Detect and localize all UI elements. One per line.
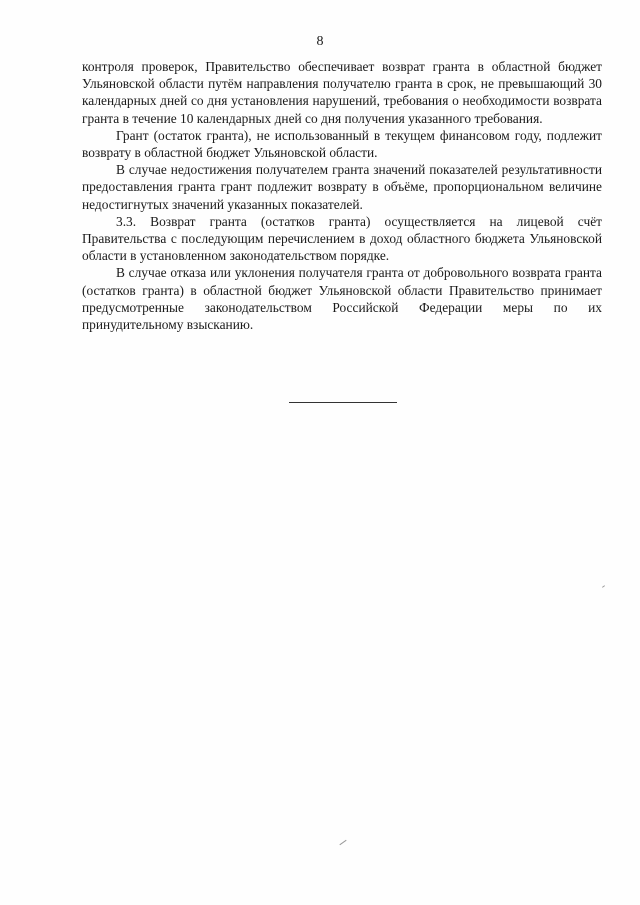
paragraph-unused-grant: Грант (остаток гранта), не использованный в текущем финансовом году, подлежит возврату в областной бюджет Ульяновской области.	[82, 127, 602, 161]
document-body	[82, 58, 602, 333]
end-of-document-rule	[289, 402, 397, 403]
scan-artifact-mark	[339, 840, 346, 845]
paragraph-indicators: В случае недостижения получателем гранта значений показателей результативности предоставления гранта грант подлежит возврату в объёме, пропорциональном величине недостигнутых значений указанных показателей.	[82, 162, 602, 212]
paragraph-continuation: контроля проверок, Правительство обеспечивает возврат гранта в областной бюджет Ульяновской области путём направления получателю гранта в срок, не превышающий 30 календарных дней со дня установления нарушений, требования о необходимости возврата гранта в течение 10 календарных дней со дня получения указанного требования.	[82, 59, 602, 126]
paragraph-refusal: В случае отказа или уклонения получателя гранта от добровольного возврата гранта (остатков гранта) в областной бюджет Ульяновской области Правительство принимает предусмотренные законодательством Российской Федерации меры по их принудительному взысканию.	[82, 265, 602, 333]
paragraph-3-3: 3.3. Возврат гранта (остатков гранта) осуществляется на лицевой счёт Правительства с последующим перечислением в доход областного бюджета Ульяновской области в установленном законодательством порядке.	[82, 213, 602, 264]
page-number: 8	[316, 34, 324, 49]
scan-artifact-dot	[602, 585, 605, 588]
